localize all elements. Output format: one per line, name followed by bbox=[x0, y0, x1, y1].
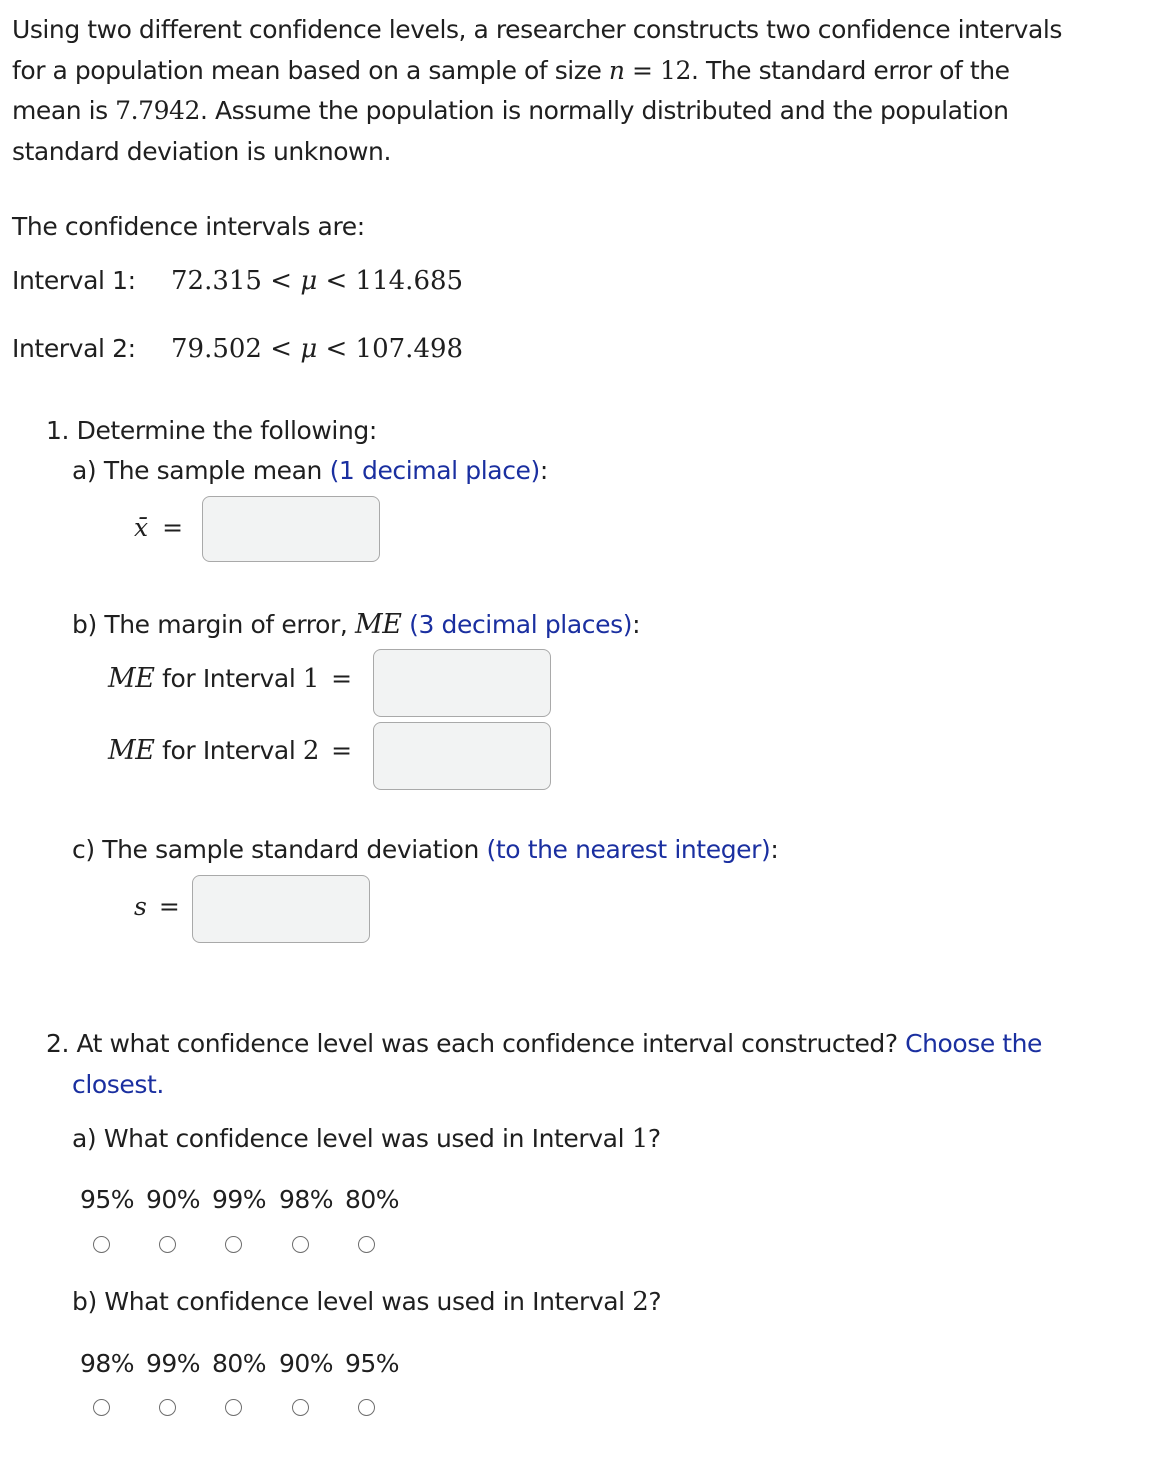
q2b-radio-option-1[interactable] bbox=[93, 1399, 110, 1416]
question-2-text: 2. At what confidence level was each confidence interval constructed? bbox=[46, 1029, 906, 1058]
interval-2-row bbox=[12, 334, 463, 364]
precision-hint: (1 decimal place) bbox=[329, 456, 540, 485]
q2b-option-label: 99% bbox=[146, 1349, 201, 1378]
interval-2-lower: 79.502 bbox=[171, 334, 262, 364]
question-2a-text: a) What confidence level was used in Interval bbox=[72, 1124, 632, 1153]
q2b-option-label: 95% bbox=[345, 1349, 400, 1378]
question-1c-prompt bbox=[72, 835, 778, 864]
q2a-option-label: 90% bbox=[146, 1185, 201, 1214]
choose-hint-continued: closest. bbox=[72, 1070, 164, 1099]
question-1b-prompt bbox=[72, 609, 640, 640]
q2b-option-label: 90% bbox=[279, 1349, 334, 1378]
sample-mean-label bbox=[134, 513, 183, 542]
intervals-heading: The confidence intervals are: bbox=[12, 212, 365, 241]
interval-1-lower: 72.315 bbox=[171, 266, 262, 296]
choose-hint: Choose the bbox=[905, 1029, 1042, 1058]
interval-1-row bbox=[12, 266, 463, 296]
equals-sign: = bbox=[162, 513, 184, 542]
standard-error-value: 7.7942 bbox=[115, 96, 200, 125]
std-dev-input[interactable] bbox=[192, 875, 370, 943]
question-1a-text: a) The sample mean bbox=[72, 456, 330, 485]
me-symbol: ME bbox=[355, 609, 402, 640]
interval-number: 2 bbox=[302, 736, 320, 766]
question-1a-prompt bbox=[72, 456, 548, 485]
q2a-radio-option-1[interactable] bbox=[93, 1236, 110, 1253]
std-dev-label bbox=[134, 892, 180, 921]
colon: : bbox=[632, 610, 641, 639]
equals-sign: = bbox=[624, 55, 661, 85]
question-2b-prompt bbox=[72, 1287, 661, 1317]
precision-hint: (to the nearest integer) bbox=[486, 835, 771, 864]
sample-size-value: 12 bbox=[660, 55, 691, 85]
q2b-option-label: 80% bbox=[212, 1349, 267, 1378]
colon: : bbox=[770, 835, 779, 864]
q2a-radio-option-5[interactable] bbox=[358, 1236, 375, 1253]
problem-text: . The standard error of the mean is bbox=[12, 55, 1010, 125]
q2b-option-label: 98% bbox=[80, 1349, 135, 1378]
equals-sign: = bbox=[331, 664, 352, 693]
me-symbol: ME bbox=[108, 735, 155, 766]
question-2b-text: b) What confidence level was used in Interval bbox=[72, 1287, 633, 1316]
precision-hint: (3 decimal places) bbox=[401, 610, 633, 639]
equals-sign: = bbox=[158, 892, 180, 921]
q2a-option-label: 99% bbox=[212, 1185, 267, 1214]
me-label-text: for Interval bbox=[154, 736, 303, 765]
me-interval-1-input[interactable] bbox=[373, 649, 551, 717]
question-mark: ? bbox=[648, 1287, 662, 1316]
interval-1-expression bbox=[171, 266, 463, 296]
me-symbol: ME bbox=[108, 663, 155, 694]
interval-2-label: Interval 2: bbox=[12, 334, 136, 363]
interval-2-upper: 107.498 bbox=[355, 334, 464, 364]
interval-2-expression bbox=[171, 334, 463, 364]
question-1b-text: b) The margin of error, bbox=[72, 610, 355, 639]
s-symbol: s bbox=[134, 892, 147, 921]
x-bar-symbol: x̄ bbox=[134, 513, 149, 542]
q2a-option-label: 98% bbox=[279, 1185, 334, 1214]
interval-1-upper: 114.685 bbox=[355, 266, 464, 296]
me-interval-2-input[interactable] bbox=[373, 722, 551, 790]
less-than: < bbox=[261, 334, 301, 364]
colon: : bbox=[539, 456, 548, 485]
question-2-prompt bbox=[46, 1029, 1042, 1058]
q2a-radio-option-2[interactable] bbox=[159, 1236, 176, 1253]
me-label-text: for Interval bbox=[154, 664, 303, 693]
interval-number: 2 bbox=[632, 1287, 649, 1317]
mu-symbol: μ bbox=[300, 266, 318, 296]
q2a-radio-option-4[interactable] bbox=[292, 1236, 309, 1253]
interval-number: 1 bbox=[631, 1124, 648, 1154]
q2b-radio-option-2[interactable] bbox=[159, 1399, 176, 1416]
q2b-radio-option-3[interactable] bbox=[225, 1399, 242, 1416]
question-1-prompt: 1. Determine the following: bbox=[46, 416, 377, 445]
problem-text: . Assume the population is normally distributed and the population standard deviation is unknown. bbox=[12, 96, 1009, 166]
question-2a-prompt bbox=[72, 1124, 661, 1154]
problem-statement bbox=[12, 10, 1072, 172]
q2a-option-label: 80% bbox=[345, 1185, 400, 1214]
less-than: < bbox=[261, 266, 301, 296]
q2b-radio-option-4[interactable] bbox=[292, 1399, 309, 1416]
question-1c-text: c) The sample standard deviation bbox=[72, 835, 487, 864]
less-than: < bbox=[317, 334, 356, 364]
equals-sign: = bbox=[331, 736, 352, 765]
q2a-option-label: 95% bbox=[80, 1185, 135, 1214]
sample-mean-input[interactable] bbox=[202, 496, 380, 562]
mu-symbol: μ bbox=[300, 334, 318, 364]
question-mark: ? bbox=[647, 1124, 661, 1153]
me-interval-1-label bbox=[108, 663, 352, 694]
me-interval-2-label bbox=[108, 735, 352, 766]
n-symbol: n bbox=[608, 55, 625, 85]
interval-1-label: Interval 1: bbox=[12, 266, 136, 295]
less-than: < bbox=[317, 266, 356, 296]
interval-number: 1 bbox=[302, 664, 320, 694]
problem-text: Using two different confidence levels, a researcher constructs two confidence intervals for a population mean based on a sample of size bbox=[12, 15, 1062, 85]
q2a-radio-option-3[interactable] bbox=[225, 1236, 242, 1253]
q2b-radio-option-5[interactable] bbox=[358, 1399, 375, 1416]
